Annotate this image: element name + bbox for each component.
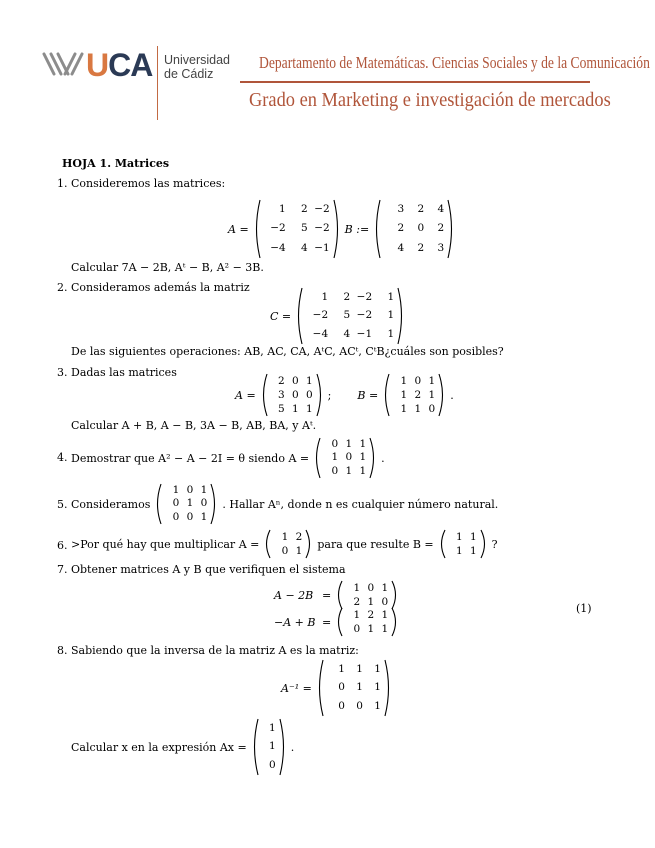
matrix-cell: 1 [455, 530, 463, 543]
degree-title: Grado en Marketing e investigación de mercados [249, 89, 611, 111]
matrix-cell: 4 [343, 328, 351, 341]
matrix-cell: 0 [291, 374, 299, 387]
matrix-p7-R1 [335, 581, 399, 609]
problem-3-text: Dadas las matrices [71, 366, 177, 379]
matrix-p3-B [382, 374, 446, 416]
matrix-cell: 1 [381, 608, 389, 621]
matrix-cell: 2 [353, 595, 361, 608]
matrix-cell: −1 [356, 328, 373, 341]
matrix-cell: 0 [186, 484, 194, 497]
matrix-cell: 5 [277, 402, 285, 415]
matrix-cell: 1 [345, 438, 353, 451]
problem-5-line [71, 484, 498, 524]
matrix-cell: 2 [417, 241, 425, 254]
matrix-cell: 0 [381, 595, 389, 608]
matrix-p6-B [438, 530, 488, 558]
left-paren [316, 660, 324, 716]
problem-3-footer: Calcular A + B, A − B, 3A − B, AB, BA, y Aᵗ. [71, 419, 317, 432]
problem-6-mid: para que resulte B = [317, 537, 434, 551]
matrix-cell: 4 [397, 241, 405, 254]
department-title: Departamento de Matemáticas. Ciencias Sociales y de la Comunicación [259, 53, 650, 72]
matrix-cell: 1 [400, 374, 408, 387]
problem-3-separator: ; [327, 388, 332, 402]
matrix-p2-C [295, 288, 405, 344]
problem-4-line [71, 438, 385, 478]
logo-divider [157, 46, 158, 120]
left-paren [154, 484, 162, 524]
problem-2-text: Consideramos además la matriz [71, 281, 250, 294]
matrix-cell: 1 [345, 464, 353, 477]
problem-6-tail: ? [491, 537, 498, 551]
matrix-cell: 1 [400, 388, 408, 401]
matrix-cell: 2 [295, 530, 303, 543]
right-paren [384, 660, 392, 716]
matrix-cell: 1 [305, 402, 313, 415]
matrix-cell: 0 [367, 581, 375, 594]
matrix-cell: 1 [281, 530, 289, 543]
problem-7-number: 7. [57, 563, 68, 576]
problem-3-matrices [235, 374, 454, 416]
matrix-cell: 1 [387, 290, 395, 303]
left-paren [313, 438, 321, 478]
problem-8-inv-label: A⁻¹ = [281, 681, 312, 695]
matrix-cell: 0 [338, 700, 345, 713]
right-paren [480, 530, 488, 558]
header-rule [240, 81, 590, 83]
problem-2-number: 2. [57, 281, 68, 294]
matrix-cell: 1 [269, 721, 276, 734]
left-paren [263, 530, 271, 558]
matrix-cell: 1 [356, 662, 363, 675]
matrix-cell: 1 [455, 544, 463, 557]
matrix-cell: 1 [331, 451, 339, 464]
problem-7-lhs-2: −A + B [274, 615, 316, 629]
matrix-cell: 2 [414, 388, 422, 401]
matrix-cell: 1 [172, 484, 180, 497]
matrix-cell: −4 [270, 241, 286, 254]
matrix-cell: 2 [343, 290, 351, 303]
matrix-p3-A [260, 374, 324, 416]
matrix-cell: 0 [200, 497, 208, 510]
matrix-cell: 1 [269, 740, 276, 753]
matrix-p1-B [373, 200, 455, 258]
problem-8-footer: Calcular x en la expresión Ax = [71, 740, 247, 754]
matrix-cell: 0 [356, 700, 363, 713]
matrix-cell: 0 [281, 544, 289, 557]
matrix-cell: 1 [374, 681, 381, 694]
right-paren [333, 200, 341, 258]
matrix-cell: 3 [397, 203, 405, 216]
problem-7-text: Obtener matrices A y B que verifiquen el sistema [71, 563, 346, 576]
matrix-p8-Ainv [316, 660, 392, 716]
problem-1-B-label: B := [344, 222, 370, 236]
sheet-title: HOJA 1. Matrices [62, 157, 170, 170]
matrix-p8-b [251, 719, 287, 775]
matrix-cell: 4 [300, 241, 308, 254]
matrix-p6-A [263, 530, 313, 558]
problem-2-footer: De las siguientes operaciones: AB, AC, CA, AᵗC, ACᵗ, CᵗB¿cuáles son posibles? [71, 345, 504, 358]
matrix-grid [390, 374, 438, 416]
right-paren [279, 719, 287, 775]
matrix-cell: 1 [387, 309, 395, 322]
problem-8-text: Sabiendo que la inversa de la matriz A es la matriz: [71, 644, 359, 657]
matrix-grid [321, 438, 369, 478]
problem-1-matrices [228, 200, 455, 258]
right-paren [369, 438, 377, 478]
matrix-p7-R2 [335, 608, 399, 636]
matrix-cell: −2 [312, 309, 329, 322]
matrix-cell: 5 [300, 222, 308, 235]
university-name: Universidad de Cádiz [164, 53, 231, 81]
matrix-cell: 0 [417, 222, 425, 235]
problem-3-end: . [450, 388, 454, 402]
matrix-cell: 0 [428, 402, 436, 415]
problem-3-number: 3. [57, 366, 68, 379]
matrix-cell: 1 [305, 374, 313, 387]
matrix-cell: −2 [356, 309, 373, 322]
problem-6-text: >Por qué hay que multiplicar A = [71, 537, 260, 551]
matrix-cell: 0 [331, 438, 339, 451]
matrix-cell: 1 [387, 328, 395, 341]
problem-7-eq-2: = [322, 615, 332, 629]
matrix-cell: −4 [312, 328, 329, 341]
matrix-cell: 1 [278, 203, 286, 216]
matrix-cell: 3 [437, 241, 445, 254]
matrix-cell: 2 [437, 222, 445, 235]
problem-6-number: 6. [57, 539, 68, 552]
matrix-cell: −1 [314, 241, 330, 254]
matrix-cell: 1 [200, 510, 208, 523]
matrix-grid [271, 530, 305, 558]
left-paren [438, 530, 446, 558]
matrix-p5-A [154, 484, 218, 524]
matrix-grid [343, 581, 391, 609]
matrix-grid [446, 530, 480, 558]
matrix-cell: 0 [331, 464, 339, 477]
problem-4-number: 4. [57, 451, 68, 464]
left-paren [260, 374, 268, 416]
problem-1-A-label: A = [228, 222, 249, 236]
problem-3-B-label: B = [357, 388, 379, 402]
problem-4-text: Demostrar que A² − A − 2I = θ siendo A = [71, 451, 310, 465]
left-paren [253, 200, 261, 258]
matrix-cell: 4 [437, 203, 445, 216]
matrix-cell: 0 [414, 374, 422, 387]
matrix-p1-A [253, 200, 341, 258]
matrix-grid [303, 288, 397, 344]
matrix-grid [381, 200, 447, 258]
equation-number: (1) [576, 602, 592, 615]
matrix-grid [162, 484, 210, 524]
matrix-cell: 0 [172, 497, 180, 510]
right-paren [438, 374, 446, 416]
right-paren [305, 530, 313, 558]
problem-7-eq-1: = [322, 588, 332, 602]
matrix-cell: 3 [277, 388, 285, 401]
matrix-cell: 1 [469, 544, 477, 557]
right-paren [391, 581, 399, 609]
matrix-cell: 1 [374, 662, 381, 675]
problem-6-line [71, 530, 498, 558]
matrix-cell: 0 [338, 681, 345, 694]
matrix-cell: 1 [186, 497, 194, 510]
matrix-grid [268, 374, 316, 416]
matrix-cell: 1 [359, 464, 367, 477]
matrix-cell: 0 [172, 510, 180, 523]
problem-1-footer: Calcular 7A − 2B, Aᵗ − B, A² − 3B. [71, 261, 264, 274]
matrix-cell: 0 [269, 759, 276, 772]
matrix-cell: −2 [356, 290, 373, 303]
problem-2-C-label: C = [270, 309, 292, 323]
problem-8-number: 8. [57, 644, 68, 657]
matrix-cell: 1 [295, 544, 303, 557]
matrix-cell: 2 [417, 203, 425, 216]
matrix-grid [261, 200, 333, 258]
problem-3-A-label: A = [235, 388, 256, 402]
matrix-cell: 0 [353, 622, 361, 635]
matrix-cell: 1 [428, 374, 436, 387]
problem-5-number: 5. [57, 498, 68, 511]
matrix-cell: 1 [291, 402, 299, 415]
left-paren [251, 719, 259, 775]
matrix-cell: 1 [367, 595, 375, 608]
uca-logo-icon [42, 48, 84, 86]
matrix-cell: 5 [343, 309, 351, 322]
matrix-cell: −2 [270, 222, 286, 235]
problem-1-number: 1. [57, 177, 68, 190]
problem-8-end: . [290, 740, 295, 754]
matrix-cell: −2 [314, 203, 330, 216]
matrix-grid [324, 660, 384, 716]
matrix-cell: 1 [400, 402, 408, 415]
matrix-cell: −2 [314, 222, 330, 235]
problem-7-lhs-1: A − 2B [274, 588, 314, 602]
right-paren [397, 288, 405, 344]
matrix-cell: 2 [277, 374, 285, 387]
matrix-grid [343, 608, 391, 636]
problem-7-equation-2 [274, 608, 399, 636]
problem-7-equation-1 [274, 581, 399, 609]
matrix-cell: 1 [381, 581, 389, 594]
problem-8-footer-line [71, 719, 294, 775]
uca-logo-text: UCA [86, 47, 153, 83]
matrix-grid [259, 719, 279, 775]
matrix-cell: 1 [367, 622, 375, 635]
matrix-cell: 0 [305, 388, 313, 401]
matrix-cell: 1 [338, 662, 345, 675]
matrix-cell: 1 [359, 451, 367, 464]
matrix-cell: 1 [200, 484, 208, 497]
matrix-cell: 1 [359, 438, 367, 451]
right-paren [316, 374, 324, 416]
matrix-cell: 2 [367, 608, 375, 621]
matrix-cell: 1 [469, 530, 477, 543]
left-paren [382, 374, 390, 416]
problem-4-end: . [381, 451, 385, 465]
matrix-cell: 0 [186, 510, 194, 523]
matrix-cell: 0 [291, 388, 299, 401]
problem-1-text: Consideremos las matrices: [71, 177, 226, 190]
problem-8-inverse [281, 660, 392, 716]
matrix-cell: 2 [397, 222, 405, 235]
matrix-cell: 1 [374, 700, 381, 713]
right-paren [447, 200, 455, 258]
problem-5-tail: . Hallar Aⁿ, donde n es cualquier número natural. [222, 497, 499, 511]
matrix-cell: 2 [300, 203, 308, 216]
right-paren [210, 484, 218, 524]
matrix-cell: 1 [321, 290, 329, 303]
matrix-cell: 1 [353, 608, 361, 621]
problem-5-text: Consideramos [71, 497, 151, 511]
matrix-cell: 1 [414, 402, 422, 415]
matrix-cell: 1 [353, 581, 361, 594]
matrix-cell: 0 [345, 451, 353, 464]
problem-2-matrix [270, 288, 405, 344]
left-paren [335, 581, 343, 609]
matrix-cell: 1 [356, 681, 363, 694]
left-paren [295, 288, 303, 344]
matrix-p4-A [313, 438, 377, 478]
left-paren [373, 200, 381, 258]
matrix-cell: 1 [381, 622, 389, 635]
matrix-cell: 1 [428, 388, 436, 401]
left-paren [335, 608, 343, 636]
right-paren [391, 608, 399, 636]
